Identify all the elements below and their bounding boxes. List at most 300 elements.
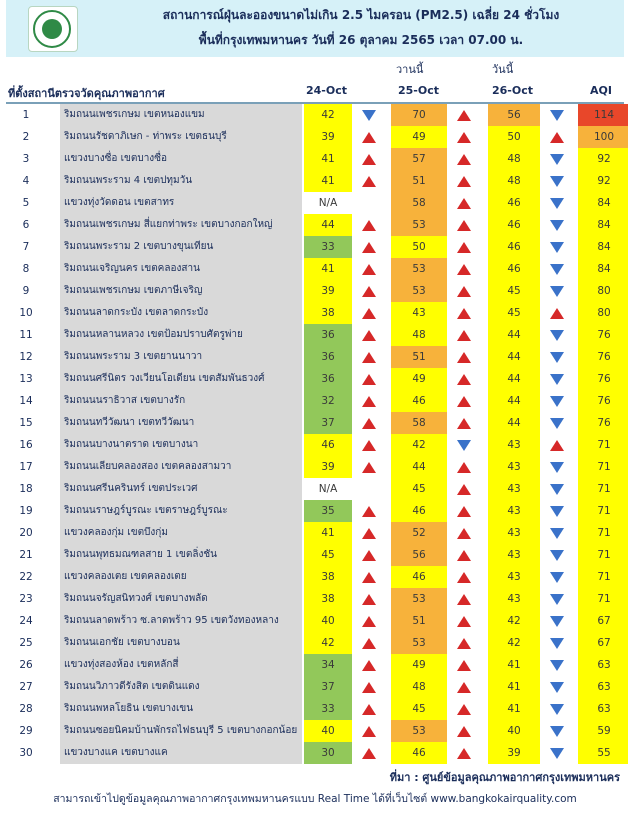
pm25-25oct: 53 [391,720,447,742]
table-row [6,478,624,500]
pm25-24oct: N/A [304,478,352,500]
trend-25oct [449,500,479,522]
trend-26oct [544,324,570,346]
up-arrow-icon [457,374,471,385]
trend-26oct [544,148,570,170]
report-subtitle: พื้นที่กรุงเทพมหานคร วันที่ 26 ตุลาคม 2565 เวลา 07.00 น. [198,33,524,47]
down-arrow-icon [550,594,564,605]
station-name: ริมถนนทวีวัฒนา เขตทวีวัฒนา [60,412,302,434]
aqi-value: 55 [578,742,628,764]
trend-26oct [544,390,570,412]
aqi-value: 59 [578,720,628,742]
row-number: 16 [19,439,33,451]
trend-25oct [449,456,479,478]
row-number: 5 [22,197,30,209]
up-arrow-icon [362,638,376,649]
aqi-value: 80 [578,280,628,302]
aqi-value: 76 [578,324,628,346]
up-arrow-icon [362,726,376,737]
up-arrow-icon [550,132,564,143]
up-arrow-icon [362,220,376,231]
trend-26oct [544,500,570,522]
aqi-value: 84 [578,214,628,236]
table-row [6,214,624,236]
trend-26oct [544,588,570,610]
aqi-value: 80 [578,302,628,324]
pm25-25oct: 53 [391,280,447,302]
row-number: 3 [22,153,30,165]
pm25-25oct: 45 [391,698,447,720]
aqi-value: 67 [578,632,628,654]
row-number: 13 [19,373,33,385]
trend-26oct [544,346,570,368]
trend-25oct [449,588,479,610]
up-arrow-icon [362,704,376,715]
station-name: ริมถนนพระราม 3 เขตยานนาวา [60,346,302,368]
pm25-24oct: 36 [304,368,352,390]
down-arrow-icon [550,286,564,297]
station-name: ริมถนนเลียบคลองสอง เขตคลองสามวา [60,456,302,478]
row-number: 9 [22,285,30,297]
up-arrow-icon [457,308,471,319]
trend-25oct [449,368,479,390]
pm25-24oct: 38 [304,302,352,324]
trend-24oct [354,192,384,214]
table-row [6,434,624,456]
down-arrow-icon [550,550,564,561]
aqi-value: 76 [578,412,628,434]
date3-column-header: 26-Oct [492,84,534,97]
pm25-25oct: 51 [391,610,447,632]
down-arrow-icon [550,220,564,231]
trend-25oct [449,412,479,434]
aqi-value: 71 [578,500,628,522]
trend-25oct [449,566,479,588]
trend-25oct [449,104,479,126]
up-arrow-icon [362,352,376,363]
trend-25oct [449,170,479,192]
row-number: 12 [19,351,33,363]
down-arrow-icon [550,264,564,275]
aqi-value: 63 [578,676,628,698]
trend-24oct [354,566,384,588]
trend-26oct [544,566,570,588]
trend-25oct [449,478,479,500]
pm25-25oct: 46 [391,390,447,412]
row-number: 7 [22,241,30,253]
trend-24oct [354,742,384,764]
station-name: ริมถนนศรีนิตร วงเวียนโอเดียน เขตสัมพันธวงศ์ [60,368,302,390]
pm25-24oct: 44 [304,214,352,236]
pm25-24oct: 35 [304,500,352,522]
station-column-header: ที่ตั้งสถานีตรวจวัดคุณภาพอากาศ [8,87,165,100]
pm25-26oct: 39 [488,742,540,764]
trend-25oct [449,214,479,236]
table-row [6,654,624,676]
station-name: ริมถนนพระราม 2 เขตบางขุนเทียน [60,236,302,258]
station-name: ริมถนนพหลโยธิน เขตบางเขน [60,698,302,720]
trend-25oct [449,236,479,258]
trend-25oct [449,280,479,302]
up-arrow-icon [457,616,471,627]
pm25-24oct: 41 [304,170,352,192]
down-arrow-icon [550,748,564,759]
pm25-26oct: 42 [488,610,540,632]
table-row [6,544,624,566]
pm25-26oct: 46 [488,236,540,258]
footer-note: สามารถเข้าไปดูข้อมูลคุณภาพอากาศกรุงเทพมหานครแบบ Real Time ได้ที่เว็บไซต์ www.bangkokairquality.com [53,793,577,805]
table-row [6,500,624,522]
station-name: แขวงทุ่งวัดดอน เขตสาทร [60,192,302,214]
aqi-value: 84 [578,258,628,280]
pm25-25oct: 46 [391,500,447,522]
report-title: สถานการณ์ฝุ่นละอองขนาดไม่เกิน 2.5 ไมครอน (PM2.5) เฉลี่ย 24 ชั่วโมง [162,8,560,22]
station-name: ริมถนนเอกชัย เขตบางบอน [60,632,302,654]
pm25-24oct: 32 [304,390,352,412]
down-arrow-icon [550,198,564,209]
pm25-24oct: 38 [304,588,352,610]
station-name: แขวงคลองกุ่ม เขตบึงกุ่ม [60,522,302,544]
trend-24oct [354,126,384,148]
row-number: 1 [22,109,30,121]
trend-25oct [449,610,479,632]
row-number: 30 [19,747,33,759]
trend-26oct [544,258,570,280]
station-name: ริมถนนวิภาวดีรังสิต เขตดินแดง [60,676,302,698]
table-row [6,170,624,192]
trend-24oct [354,720,384,742]
station-name: ริมถนนเจริญนคร เขตคลองสาน [60,258,302,280]
pm25-26oct: 43 [488,544,540,566]
up-arrow-icon [362,154,376,165]
pm25-25oct: 58 [391,192,447,214]
pm25-25oct: 53 [391,632,447,654]
pm25-25oct: 48 [391,676,447,698]
pm25-24oct: 42 [304,632,352,654]
station-name: ริมถนนเพชรเกษม เขตหนองแขม [60,104,302,126]
pm25-26oct: 46 [488,214,540,236]
pm25-24oct: 33 [304,698,352,720]
up-arrow-icon [457,506,471,517]
row-number: 14 [19,395,33,407]
aqi-value: 71 [578,456,628,478]
up-arrow-icon [457,682,471,693]
aqi-value: 67 [578,610,628,632]
pm25-26oct: 45 [488,280,540,302]
trend-24oct [354,368,384,390]
aqi-value: 84 [578,236,628,258]
trend-25oct [449,192,479,214]
station-name: ริมถนนเพชรเกษม สี่แยกท่าพระ เขตบางกอกใหญ่ [60,214,302,236]
up-arrow-icon [362,286,376,297]
up-arrow-icon [457,748,471,759]
trend-24oct [354,104,384,126]
trend-26oct [544,192,570,214]
pm25-26oct: 56 [488,104,540,126]
trend-24oct [354,500,384,522]
down-arrow-icon [550,242,564,253]
station-name: ริมถนนลาดพร้าว ซ.ลาดพร้าว 95 เขตวังทองหลาง [60,610,302,632]
trend-26oct [544,522,570,544]
station-name: แขวงบางแค เขตบางแค [60,742,302,764]
station-name: ริมถนนศรีนครินทร์ เขตประเวศ [60,478,302,500]
trend-25oct [449,390,479,412]
trend-24oct [354,324,384,346]
up-arrow-icon [457,264,471,275]
table-row [6,346,624,368]
yesterday-label: วานนี้ [396,63,424,76]
pm25-26oct: 42 [488,632,540,654]
down-arrow-icon [550,484,564,495]
up-arrow-icon [362,264,376,275]
table-row [6,456,624,478]
trend-24oct [354,654,384,676]
pm25-25oct: 52 [391,522,447,544]
trend-25oct [449,126,479,148]
pm25-25oct: 43 [391,302,447,324]
trend-24oct [354,236,384,258]
row-number: 22 [19,571,33,583]
trend-26oct [544,104,570,126]
pm25-26oct: 50 [488,126,540,148]
row-number: 29 [19,725,33,737]
up-arrow-icon [457,176,471,187]
up-arrow-icon [362,176,376,187]
trend-25oct [449,434,479,456]
trend-24oct [354,522,384,544]
table-row [6,566,624,588]
pm25-26oct: 48 [488,148,540,170]
trend-26oct [544,654,570,676]
pm25-26oct: 43 [488,478,540,500]
pm25-26oct: 40 [488,720,540,742]
aqi-value: 71 [578,544,628,566]
table-row [6,148,624,170]
table-row [6,742,624,764]
down-arrow-icon [550,396,564,407]
up-arrow-icon [457,396,471,407]
pm25-24oct: 40 [304,610,352,632]
trend-24oct [354,280,384,302]
trend-26oct [544,368,570,390]
aqi-value: 71 [578,478,628,500]
table-row [6,412,624,434]
row-number: 26 [19,659,33,671]
table-row [6,390,624,412]
pm25-25oct: 53 [391,258,447,280]
trend-24oct [354,588,384,610]
up-arrow-icon [362,418,376,429]
row-number: 6 [22,219,30,231]
station-name: ริมถนนราษฎร์บูรณะ เขตราษฎร์บูรณะ [60,500,302,522]
table-row [6,720,624,742]
pm25-25oct: 51 [391,346,447,368]
aqi-value: 76 [578,390,628,412]
trend-25oct [449,676,479,698]
up-arrow-icon [362,616,376,627]
up-arrow-icon [362,330,376,341]
table-row [6,588,624,610]
pm25-26oct: 46 [488,258,540,280]
trend-25oct [449,654,479,676]
aqi-value: 71 [578,522,628,544]
down-arrow-icon [457,440,471,451]
up-arrow-icon [457,154,471,165]
trend-26oct [544,214,570,236]
up-arrow-icon [362,682,376,693]
table-row [6,280,624,302]
trend-24oct [354,632,384,654]
pm25-26oct: 43 [488,588,540,610]
table-row [6,104,624,126]
pm25-24oct: 46 [304,434,352,456]
pm25-24oct: 37 [304,412,352,434]
trend-24oct [354,170,384,192]
up-arrow-icon [362,528,376,539]
row-number: 15 [19,417,33,429]
down-arrow-icon [550,682,564,693]
pm25-24oct: 37 [304,676,352,698]
pm25-26oct: 41 [488,698,540,720]
trend-26oct [544,720,570,742]
pm25-24oct: 34 [304,654,352,676]
up-arrow-icon [457,572,471,583]
pm25-26oct: 43 [488,434,540,456]
aqi-value: 76 [578,346,628,368]
trend-25oct [449,544,479,566]
pm25-25oct: 56 [391,544,447,566]
up-arrow-icon [550,440,564,451]
trend-25oct [449,148,479,170]
trend-26oct [544,302,570,324]
aqi-value: 92 [578,170,628,192]
pm25-25oct: 49 [391,654,447,676]
station-name: ริมถนนนราธิวาส เขตบางรัก [60,390,302,412]
pm25-24oct: 42 [304,104,352,126]
pm25-24oct: N/A [304,192,352,214]
trend-24oct [354,456,384,478]
row-number: 8 [22,263,30,275]
row-number: 23 [19,593,33,605]
pm25-26oct: 41 [488,676,540,698]
trend-26oct [544,236,570,258]
up-arrow-icon [457,484,471,495]
row-number: 19 [19,505,33,517]
table-row [6,522,624,544]
table-row [6,632,624,654]
station-name: แขวงทุ่งสองห้อง เขตหลักสี่ [60,654,302,676]
up-arrow-icon [362,396,376,407]
up-arrow-icon [362,594,376,605]
down-arrow-icon [550,726,564,737]
trend-26oct [544,434,570,456]
pm25-26oct: 48 [488,170,540,192]
trend-26oct [544,478,570,500]
down-arrow-icon [550,110,564,121]
bma-logo-icon [28,6,78,52]
station-name: ริมถนนรัชดาภิเษก - ท่าพระ เขตธนบุรี [60,126,302,148]
pm25-26oct: 44 [488,390,540,412]
aqi-value: 63 [578,654,628,676]
pm25-25oct: 48 [391,324,447,346]
row-number: 28 [19,703,33,715]
pm25-24oct: 36 [304,346,352,368]
date1-column-header: 24-Oct [306,84,348,97]
station-name: ริมถนนพระราม 4 เขตปทุมวัน [60,170,302,192]
trend-24oct [354,676,384,698]
pm25-26oct: 44 [488,346,540,368]
row-number: 18 [19,483,33,495]
trend-25oct [449,742,479,764]
table-header [6,80,624,104]
row-number: 27 [19,681,33,693]
trend-24oct [354,346,384,368]
up-arrow-icon [362,462,376,473]
down-arrow-icon [550,418,564,429]
trend-26oct [544,742,570,764]
row-number: 10 [19,307,33,319]
pm25-26oct: 43 [488,456,540,478]
trend-25oct [449,258,479,280]
table-row [6,698,624,720]
row-number: 17 [19,461,33,473]
table-row [6,192,624,214]
aqi-value: 63 [578,698,628,720]
station-name: ริมถนนเพชรเกษม เขตภาษีเจริญ [60,280,302,302]
down-arrow-icon [550,528,564,539]
up-arrow-icon [362,374,376,385]
down-arrow-icon [550,572,564,583]
station-name: แขวงคลองเตย เขตคลองเตย [60,566,302,588]
row-number: 2 [22,131,30,143]
station-name: ริมถนนบางนาตราด เขตบางนา [60,434,302,456]
up-arrow-icon [362,308,376,319]
up-arrow-icon [362,440,376,451]
pm25-24oct: 39 [304,456,352,478]
pm25-24oct: 38 [304,566,352,588]
pm25-25oct: 42 [391,434,447,456]
up-arrow-icon [362,660,376,671]
pm25-24oct: 40 [304,720,352,742]
today-label: วันนี้ [492,63,514,76]
trend-26oct [544,698,570,720]
trend-26oct [544,544,570,566]
station-name: แขวงบางซื่อ เขตบางซื่อ [60,148,302,170]
up-arrow-icon [362,572,376,583]
table-row [6,324,624,346]
row-number: 25 [19,637,33,649]
down-arrow-icon [550,616,564,627]
trend-26oct [544,610,570,632]
pm25-25oct: 50 [391,236,447,258]
aqi-value: 71 [578,434,628,456]
pm25-26oct: 43 [488,500,540,522]
up-arrow-icon [362,132,376,143]
up-arrow-icon [457,242,471,253]
up-arrow-icon [362,242,376,253]
station-name: ริมถนนหลานหลวง เขตป้อมปราบศัตรูพ่าย [60,324,302,346]
trend-25oct [449,698,479,720]
table-row [6,676,624,698]
aqi-value: 71 [578,566,628,588]
trend-26oct [544,126,570,148]
trend-24oct [354,698,384,720]
row-number: 11 [19,329,33,341]
source-note: ที่มา : ศูนย์ข้อมูลคุณภาพอากาศกรุงเทพมหานคร [389,771,620,784]
trend-24oct [354,610,384,632]
pm25-25oct: 58 [391,412,447,434]
aqi-value: 92 [578,148,628,170]
